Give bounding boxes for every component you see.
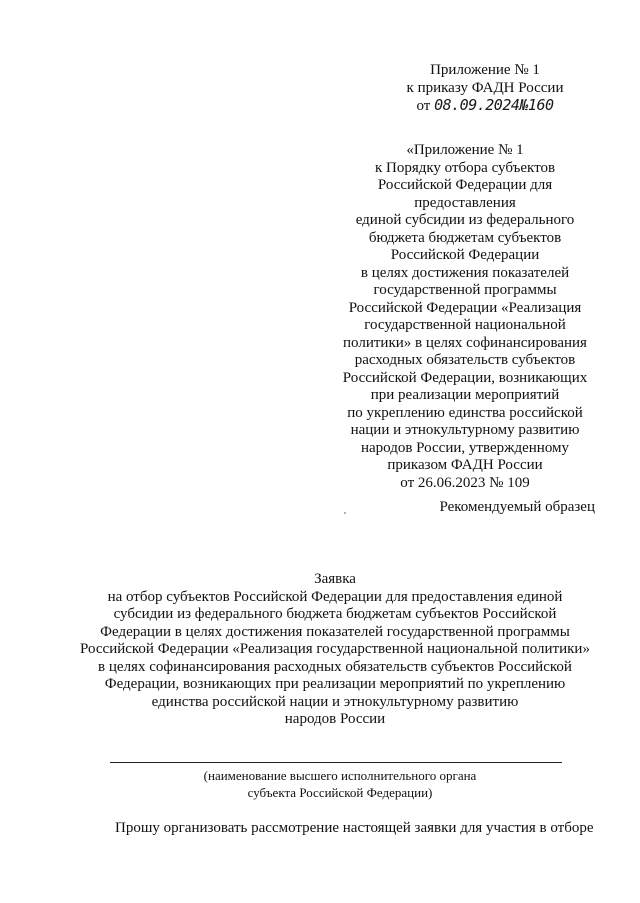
application-heading: Заявка: [314, 571, 356, 587]
poryadok-line: народов России, утвержденному: [360, 439, 570, 456]
application-description-line: Федерации в целях достижения показателей государственной программы: [100, 623, 570, 640]
order-date-prefix: от: [416, 98, 435, 114]
application-description-line: на отбор субъектов Российской Федерации для предоставления единой: [107, 588, 563, 605]
poryadok-line: предоставления: [414, 194, 516, 211]
request-paragraph: Прошу организовать рассмотрение настоящей заявки для участия в отборе: [115, 820, 594, 836]
poryadok-line: единой субсидии из федерального: [355, 212, 575, 228]
application-description-line: субсидии из федерального бюджета бюджетам субъектов Российской: [113, 606, 557, 622]
poryadok-appendix-reference: [340, 142, 590, 492]
poryadok-line: нации и этнокультурному развитию: [350, 422, 580, 438]
poryadok-line: бюджета бюджетам субъектов: [368, 229, 562, 246]
organ-name-fill-line: [110, 762, 562, 763]
caption-line: (наименование высшего исполнительного органа: [203, 768, 477, 783]
poryadok-line: приказом ФАДН России: [387, 457, 543, 473]
application-description-line: Российской Федерации «Реализация государственной национальной политики»: [80, 641, 590, 657]
recommended-sample-label: Рекомендуемый образец: [439, 499, 595, 515]
poryadok-line: Российской Федерации для: [377, 177, 553, 193]
application-description-line: народов России: [284, 711, 386, 727]
scan-speck: [344, 512, 346, 514]
poryadok-line: расходных обязательств субъектов: [354, 352, 576, 368]
poryadok-line: Российской Федерации: [390, 247, 540, 263]
application-description-line: в целях софинансирования расходных обязательств субъектов Российской: [98, 658, 572, 675]
appendix-header: [380, 62, 590, 116]
appendix-title: Приложение № 1: [430, 62, 540, 78]
order-date-number: [380, 97, 590, 116]
poryadok-line: к Порядку отбора субъектов: [374, 159, 556, 176]
poryadok-line: Российской Федерации, возникающих: [342, 369, 588, 386]
poryadok-line: по укреплению единства российской: [347, 404, 583, 421]
poryadok-line: политики» в целях софинансирования: [343, 334, 587, 351]
organ-name-caption: [190, 767, 490, 801]
application-description-line: Федерации, возникающих при реализации мероприятий по укреплению: [104, 676, 566, 692]
poryadok-line: от 26.06.2023 № 109: [400, 474, 530, 491]
application-title-block: [80, 571, 590, 729]
poryadok-line: государственной программы: [373, 282, 557, 298]
poryadok-line: государственной национальной: [364, 317, 566, 333]
application-description-line: единства российской нации и этнокультурному развитию: [151, 693, 519, 710]
poryadok-line: Российской Федерации «Реализация: [348, 299, 582, 316]
caption-line: субъекта Российской Федерации): [247, 785, 433, 800]
poryadok-line: «Приложение № 1: [406, 142, 524, 158]
poryadok-line: при реализации мероприятий: [370, 387, 560, 403]
handwritten-date-number: 08.09.2024№160: [434, 96, 554, 114]
order-reference: к приказу ФАДН России: [406, 79, 564, 96]
poryadok-line: в целях достижения показателей: [360, 264, 570, 281]
